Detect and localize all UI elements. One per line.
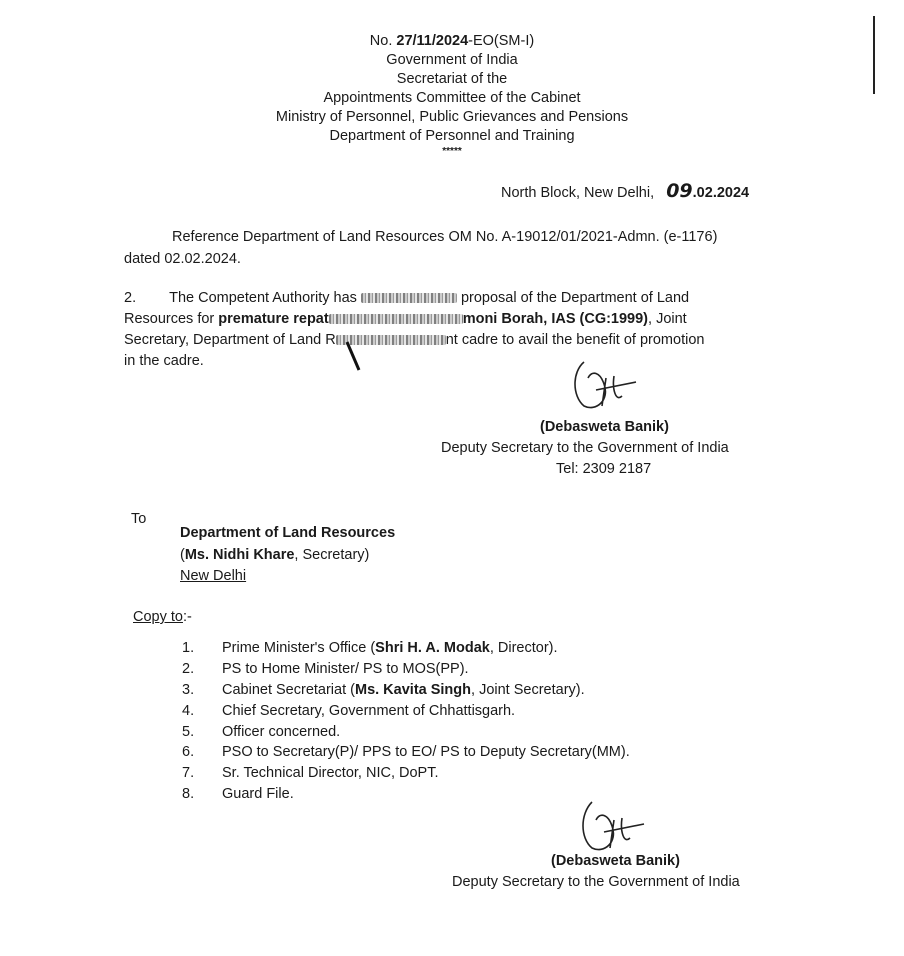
header-line-4: Ministry of Personnel, Public Grievances and Pensions — [275, 109, 629, 125]
header-stars: ***** — [442, 146, 462, 157]
pen-stroke-mark — [344, 340, 364, 374]
signatory-tel: Tel: 2309 2187 — [556, 461, 652, 477]
signature-icon — [576, 796, 656, 856]
signatory-name-1: (Debasweta Banik) — [540, 419, 669, 435]
header-line-3: Appointments Committee of the Cabinet — [323, 90, 581, 106]
para2-line-4: in the cadre. — [124, 353, 204, 369]
signatory-designation-2: Deputy Secretary to the Government of India — [452, 874, 740, 890]
header-line-1: Government of India — [386, 52, 518, 68]
para2-line-3: Secretary, Department of Land R nt cadre to avail the benefit of promotion — [124, 332, 705, 348]
file-number: No. 27/11/2024-EO(SM-I) — [369, 33, 535, 49]
header-line-2: Secretariat of the — [396, 71, 508, 87]
header-line-5: Department of Personnel and Training — [329, 128, 575, 144]
signatory-name-2: (Debasweta Banik) — [551, 853, 680, 869]
para2-line-1: 2. The Competent Authority has proposal of the Department of Land — [124, 290, 690, 306]
signatory-designation-1: Deputy Secretary to the Government of India — [441, 440, 729, 456]
redacted-text — [329, 314, 463, 324]
to-person: (Ms. Nidhi Khare, Secretary) — [180, 547, 370, 563]
reference-line-1: Reference Department of Land Resources OM No. A-19012/01/2021-Admn. (e-1176) — [172, 229, 718, 245]
handwritten-day: 09 — [666, 180, 693, 202]
to-department: Department of Land Resources — [180, 525, 396, 541]
signature-icon — [566, 356, 646, 414]
para2-line-2: Resources for premature repat moni Borah, IAS (CG:1999), Joint — [124, 311, 687, 327]
to-label: To — [131, 511, 147, 527]
copy-to-label: Copy to:- — [133, 609, 192, 625]
to-city: New Delhi — [180, 568, 247, 584]
redacted-text — [361, 293, 457, 303]
place-date: North Block, New Delhi, 09.02.2024 — [501, 180, 750, 202]
reference-line-2: dated 02.02.2024. — [124, 251, 241, 267]
